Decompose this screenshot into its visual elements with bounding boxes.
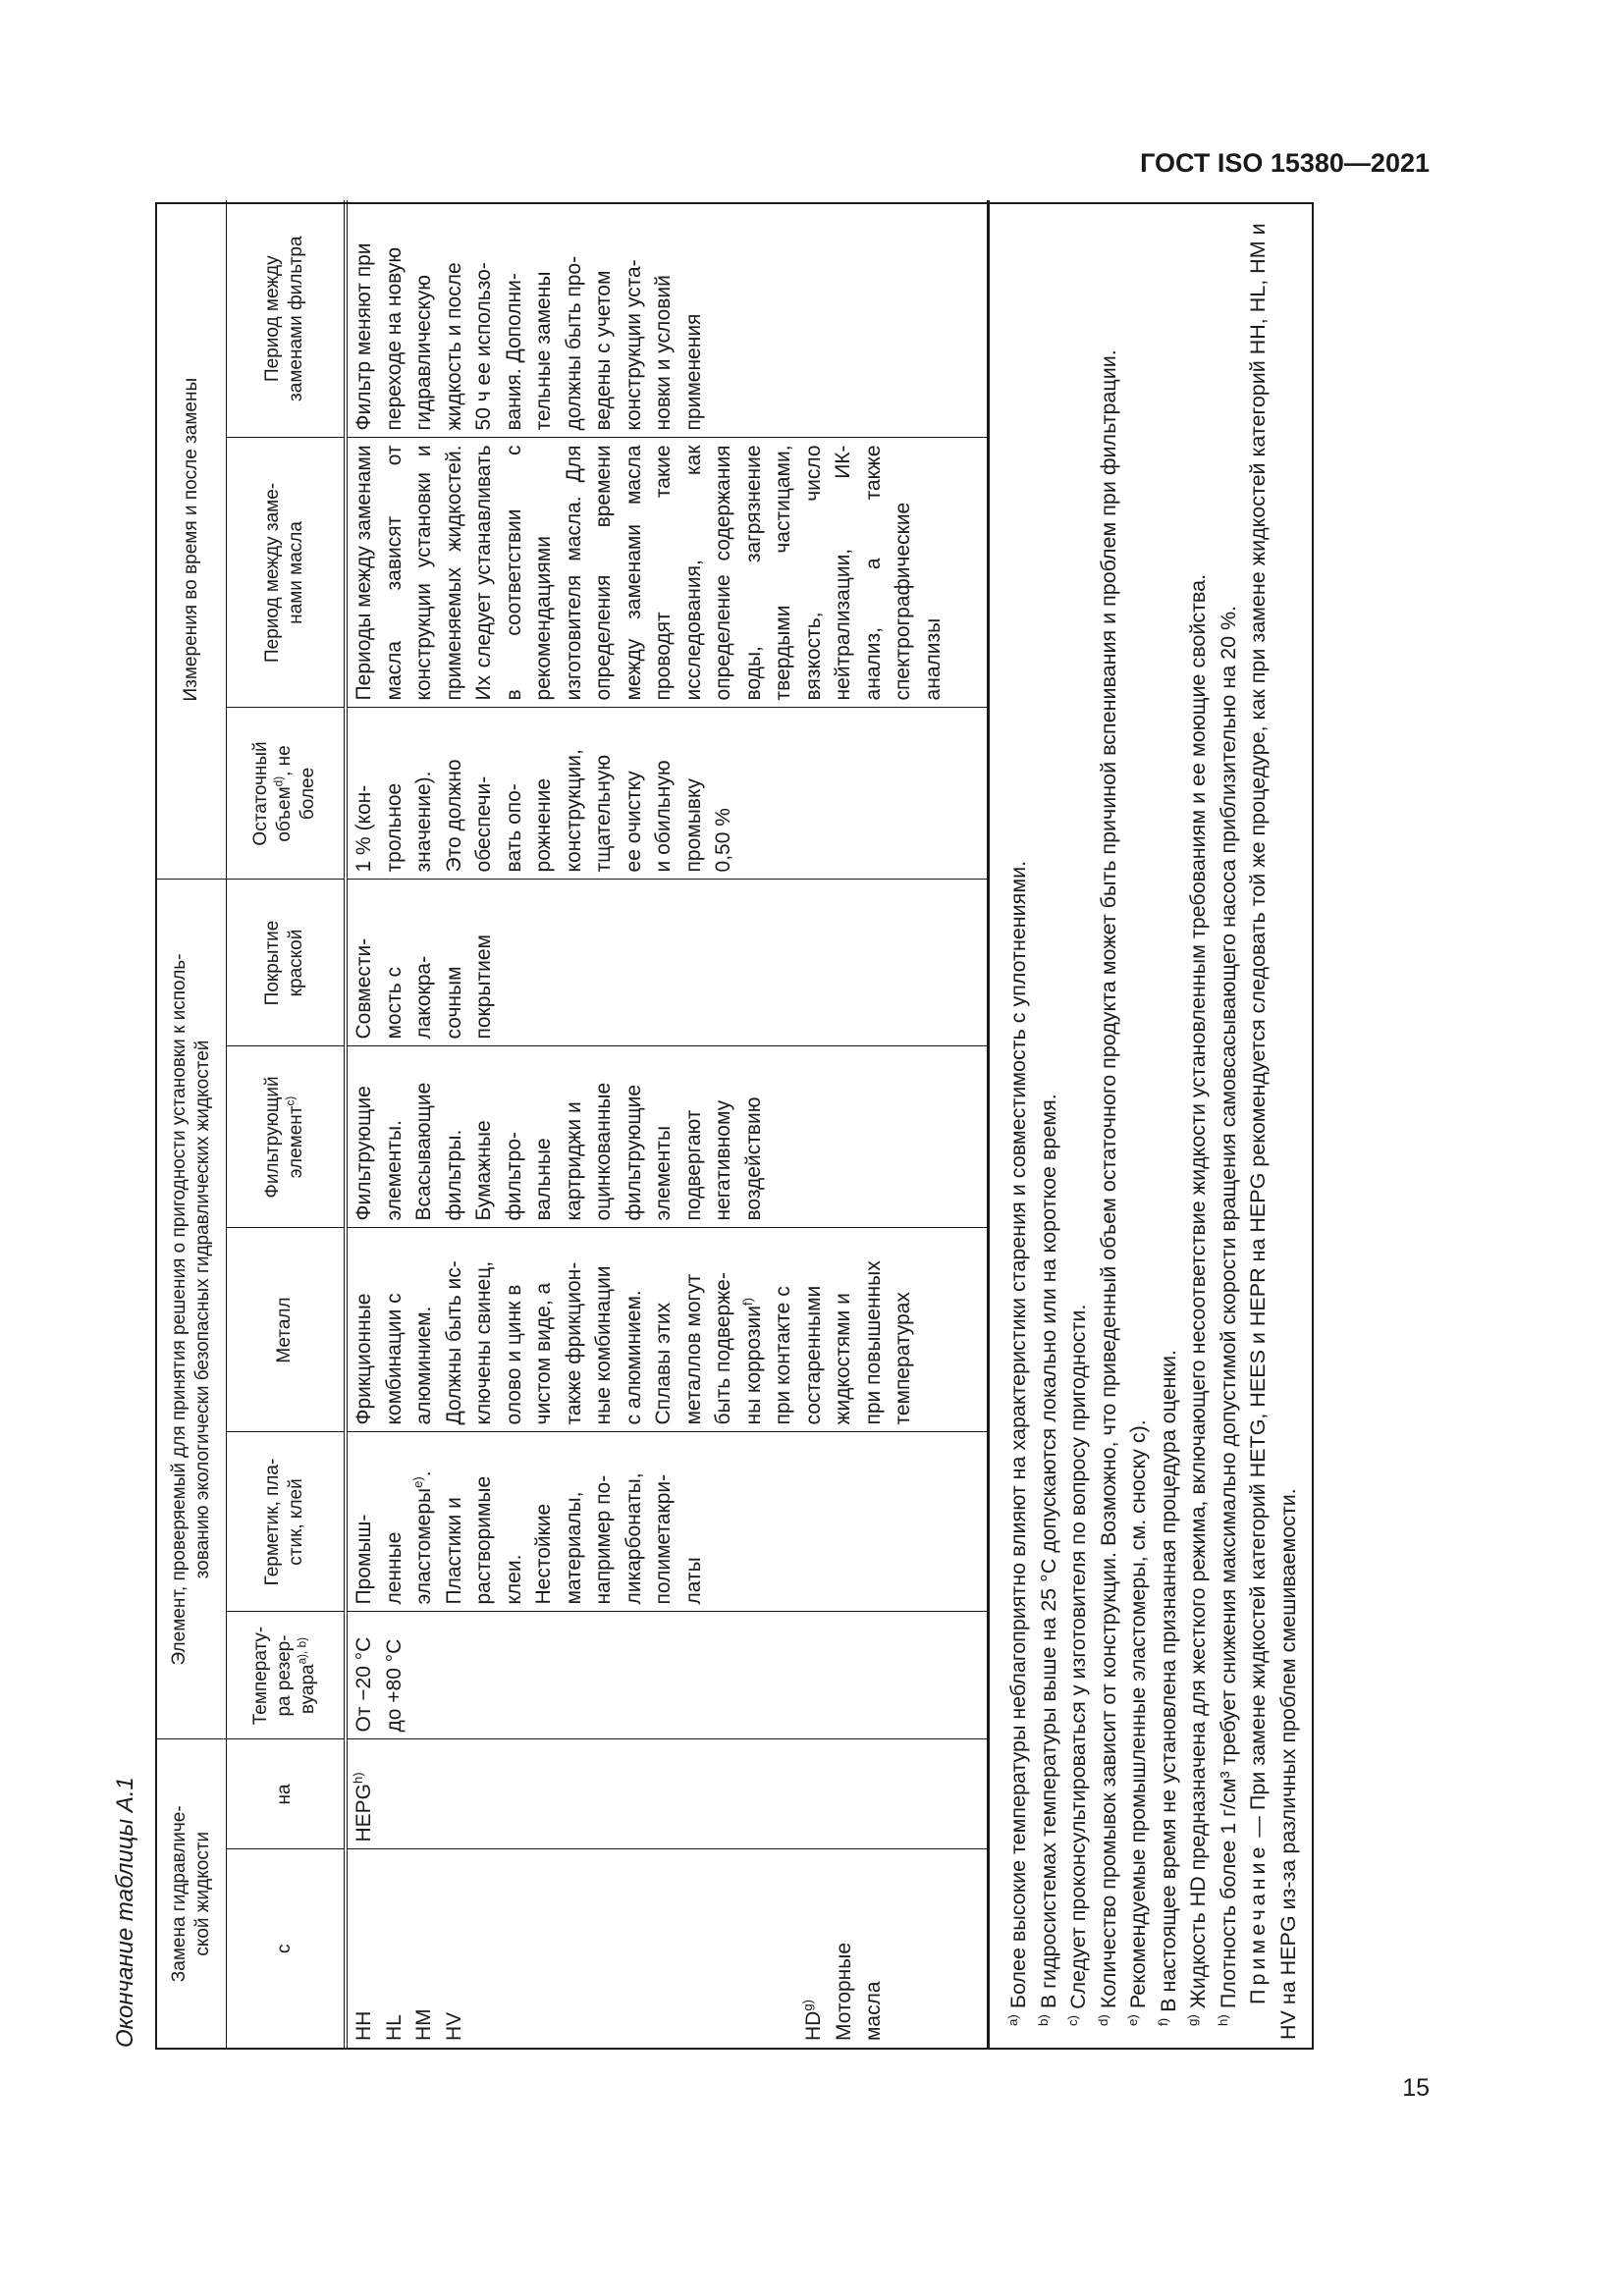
footnote-f: $^{f)}$ В настоящее время не установлена признанная процедура оценки. (1155, 1350, 1180, 2026)
col-from-header: с (226, 1849, 346, 2048)
cell-metal: Фрикционные комбинации с алюминием. Должны быть ис- ключены свинец, олово и цинк в чистом виде, а также фрикцион- ные комбинации с алюминием. Сплавы этих металлов могут быть подверже- ны коррозии$^{f)}$ при контакте с состаренными жидкостями и при повышенных температурах (346, 1228, 988, 1432)
table-caption: Окончание таблицы А.1 (112, 1777, 138, 2048)
cell-paint: Совмести- мость с лакокра- сочным покрытием (346, 880, 988, 1046)
cell-sealant: Промыш- ленные эластомеры$^{e)}$. Пластики и растворимые клеи. Нестойкие материалы, например по- ликарбонаты, полиметакри- латы (346, 1432, 988, 1612)
cell-oil-period: Периоды между заменами масла зависят от конструкции установки и применяемых жидкостей. Их следует устанавливать в соответствии с рекомендациями изготовителя масла. Для определения времени между заменами масла проводят такие исследования, как определение содержания воды, загрязнение твердыми частицами, вязкость, число нейтрализации, ИК-анализ, а также спектрографические анализы (346, 438, 988, 708)
col-filter-period-header: Период между заменами фильтра (226, 200, 346, 438)
table-footnotes (1000, 204, 1303, 2048)
group-element-header: Элемент, проверяемый для принятия решения о пригодности установки к исполь- зованию экологически безопасных гидравлических жидкостей (157, 880, 226, 1739)
header-row-columns (226, 200, 346, 2048)
col-residual-header: Остаточный объем$^{d)}$, не более (226, 708, 346, 880)
col-filter-header: Фильтрующий элемент$^{c)}$ (226, 1046, 346, 1228)
group-replacement-header: Замена гидравличе- ской жидкости (157, 1739, 226, 2048)
col-temp-header: Температу- ра резер- вуара$^{a), b)}$ (226, 1612, 346, 1739)
header-row-groups (157, 200, 226, 2048)
group-measurements-header: Измерения во время и после замены (157, 200, 226, 880)
page-number: 15 (1402, 2074, 1430, 2102)
footnote-h: $^{h)}$ Плотность более 1 г/см³ требует снижения максимально допустимой скорости вращения самовсасывающего насоса приблизительно на 20 %. (1215, 605, 1240, 2026)
footnote-b: $^{b)}$ В гидросистемах температуры выше на 25 °C допускаются локально или на короткое время. (1035, 1094, 1060, 2026)
col-to-header: на (226, 1739, 346, 1849)
footnote-a: $^{a)}$ Более высокие температуры неблагоприятно влияют на характеристики старения и совместимость с уплотнениями. (1004, 860, 1030, 2026)
cell-filter-period: Фильтр меняют при переходе на новую гидравлическую жидкость и после 50 ч ее использо- вания. Дополни- тельные замены должны быть про- ведены с учетом конструкции уста- новки и условий применения (346, 200, 988, 438)
col-sealant-header: Герметик, пла- стик, клей (226, 1432, 346, 1612)
cell-to: HEPG$^{h)}$ (346, 1739, 988, 1849)
footnote-e: $^{e)}$ Рекомендуемые промышленные эластомеры, см. сноску c). (1124, 1419, 1150, 2026)
footnote-c: $^{c)}$ Следует проконсультироваться у изготовителя по вопросу пригодности. (1064, 1304, 1090, 2026)
cell-temp: От −20 °C до +80 °C (346, 1612, 988, 1739)
rotated-table-block (108, 122, 1326, 2085)
note-label: Примечание (1246, 1842, 1270, 2004)
cell-from: HH HL HM HV HD$^{g)}$ Моторные масла (346, 1849, 988, 2048)
col-oil-period-header: Период между заме- нами масла (226, 438, 346, 708)
table-row (346, 200, 988, 2048)
standard-designation: ГОСТ ISO 15380—2021 (1140, 148, 1430, 178)
footnote-g: $^{g)}$ Жидкость HD предназначена для жесткого режима, включающего несоответствие жидкости установленным требованиям и ее моющие свойства. (1184, 573, 1210, 2026)
cell-residual: 1 % (кон- трольное значение). Это должно обеспечи- вать опо- рожнение конструкции, тщательную ее очистку и обильную промывку 0,50 % (346, 708, 988, 880)
table-note: Примечание — При замене жидкостей категорий HETG, HEES и HEPR на HEPG рекомендуется следовать той же процедуре, как при замене жидкостей категорий HH, HL, HM и HV на HEPG из-за различных проблем смешиваемости. (1246, 223, 1300, 2040)
cell-filter: Фильтрующие элементы. Всасывающие фильтры. Бумажные фильтро- вальные картриджи и оцинкованные фильтрующие элементы подвергают негативному воздействию (346, 1046, 988, 1228)
footnote-d: $^{d)}$ Количество промывок зависит от конструкции. Возможно, что приведенный объем остаточного продукта может быть причиной вспенивания и проблем при фильтрации. (1095, 349, 1120, 2026)
table-frame (155, 202, 1314, 2050)
col-paint-header: Покрытие краской (226, 880, 346, 1046)
fluid-replacement-table (157, 200, 990, 2048)
col-metal-header: Металл (226, 1228, 346, 1432)
